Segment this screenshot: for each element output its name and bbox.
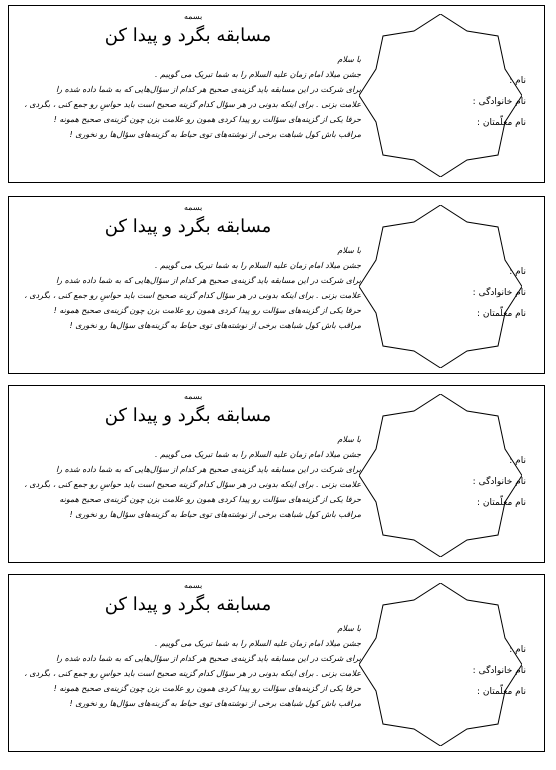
contest-card <box>8 5 545 183</box>
contest-title: مسابقه بگرد و پیدا کن <box>104 594 272 615</box>
contest-title-block <box>93 394 283 428</box>
instruction-line: جشن میلاد امام زمان علیه السلام را به شما تبریک می گوییم . <box>155 261 361 270</box>
student-fields <box>473 640 526 703</box>
name-label: نام : <box>509 645 526 655</box>
instruction-line: علامت بزنی . برای اینکه بدونی در هر سؤال کدام گزینه صحیح است باید حواسِ رو جمع کنی ، بگردی ، <box>24 480 361 489</box>
family-name-label: نام خانوادگی : <box>472 477 526 487</box>
teacher-name-label: نام معلّمتان : <box>477 498 526 508</box>
instruction-line: حرفا یکی از گزینه‌های سؤالت رو پیدا کردی همون رو علامت بزن چون گزینه‌ی صحیح همونه ! <box>53 684 361 693</box>
contest-instructions <box>24 432 361 522</box>
contest-instructions <box>24 621 361 711</box>
instruction-line: با سلام <box>337 55 361 64</box>
name-label: نام : <box>509 267 526 277</box>
teacher-name-label: نام معلّمتان : <box>477 309 526 319</box>
instruction-line: مراقب باش کول شباهت برخی از نوشته‌های توی حیاط به گزینه‌های سؤال‌ها رو نخوری ! <box>69 321 361 330</box>
contest-card <box>8 385 545 563</box>
contest-title-block <box>93 205 283 239</box>
title-mark: بسمه <box>184 581 203 590</box>
name-label: نام : <box>509 76 526 86</box>
teacher-name-label: نام معلّمتان : <box>477 687 526 697</box>
teacher-name-label: نام معلّمتان : <box>477 118 526 128</box>
instruction-line: جشن میلاد امام زمان علیه السلام را به شما تبریک می گوییم . <box>155 450 361 459</box>
instruction-line: علامت بزنی . برای اینکه بدونی در هر سؤال کدام گزینه صحیح است باید حواسِ رو جمع کنی ، بگردی ، <box>24 100 361 109</box>
contest-card <box>8 574 545 752</box>
instruction-line: مراقب باش کول شباهت برخی از نوشته‌های توی حیاط به گزینه‌های سؤال‌ها رو نخوری ! <box>69 130 361 139</box>
instruction-line: با سلام <box>337 624 361 633</box>
instruction-line: برای شرکت در این مسابقه باید گزینه‌ی صحیح هر کدام از سؤال‌هایی که به شما داده شده را <box>56 85 361 94</box>
contest-card <box>8 196 545 374</box>
family-name-label: نام خانوادگی : <box>472 97 526 107</box>
contest-instructions <box>24 52 361 142</box>
instruction-line: برای شرکت در این مسابقه باید گزینه‌ی صحیح هر کدام از سؤال‌هایی که به شما داده شده را <box>56 276 361 285</box>
instruction-line: جشن میلاد امام زمان علیه السلام را به شما تبریک می گوییم . <box>155 639 361 648</box>
title-mark: بسمه <box>184 12 203 21</box>
instruction-line: مراقب باش کول شباهت برخی از نوشته‌های توی حیاط به گزینه‌های سؤال‌ها رو نخوری ! <box>69 510 361 519</box>
student-fields <box>473 451 526 514</box>
instruction-line: با سلام <box>337 435 361 444</box>
contest-title-block <box>93 583 283 617</box>
family-name-label: نام خانوادگی : <box>472 666 526 676</box>
family-name-label: نام خانوادگی : <box>472 288 526 298</box>
student-fields <box>473 262 526 325</box>
contest-title-block <box>93 14 283 48</box>
instruction-line: جشن میلاد امام زمان علیه السلام را به شما تبریک می گوییم . <box>155 70 361 79</box>
contest-title: مسابقه بگرد و پیدا کن <box>104 405 272 426</box>
instruction-line: حرفا یکی از گزینه‌های سؤالت رو پیدا کردی همون رو علامت بزن چون گزینه‌ی صحیح همونه ! <box>53 115 361 124</box>
title-mark: بسمه <box>184 203 203 212</box>
instruction-line: حرفا یکی از گزینه‌های سؤالت رو پیدا کردی همون رو علامت بزن چون گزینه‌ی صحیح همونه <box>59 495 361 504</box>
instruction-line: علامت بزنی . برای اینکه بدونی در هر سؤال کدام گزینه صحیح است باید حواسِ رو جمع کنی ، بگردی ، <box>24 291 361 300</box>
instruction-line: مراقب باش کول شباهت برخی از نوشته‌های توی حیاط به گزینه‌های سؤال‌ها رو نخوری ! <box>69 699 361 708</box>
instruction-line: برای شرکت در این مسابقه باید گزینه‌ی صحیح هر کدام از سؤال‌هایی که به شما داده شده را <box>56 654 361 663</box>
instruction-line: با سلام <box>337 246 361 255</box>
student-fields <box>473 71 526 134</box>
contest-instructions <box>24 243 361 333</box>
instruction-line: برای شرکت در این مسابقه باید گزینه‌ی صحیح هر کدام از سؤال‌هایی که به شما داده شده را <box>56 465 361 474</box>
instruction-line: حرفا یکی از گزینه‌های سؤالت رو پیدا کردی همون رو علامت بزن چون گزینه‌ی صحیح همونه ! <box>53 306 361 315</box>
contest-title: مسابقه بگرد و پیدا کن <box>104 216 272 237</box>
title-mark: بسمه <box>184 392 203 401</box>
name-label: نام : <box>509 456 526 466</box>
instruction-line: علامت بزنی . برای اینکه بدونی در هر سؤال کدام گزینه صحیح است باید حواسِ رو جمع کنی ، بگردی ، <box>24 669 361 678</box>
contest-title: مسابقه بگرد و پیدا کن <box>104 25 272 46</box>
